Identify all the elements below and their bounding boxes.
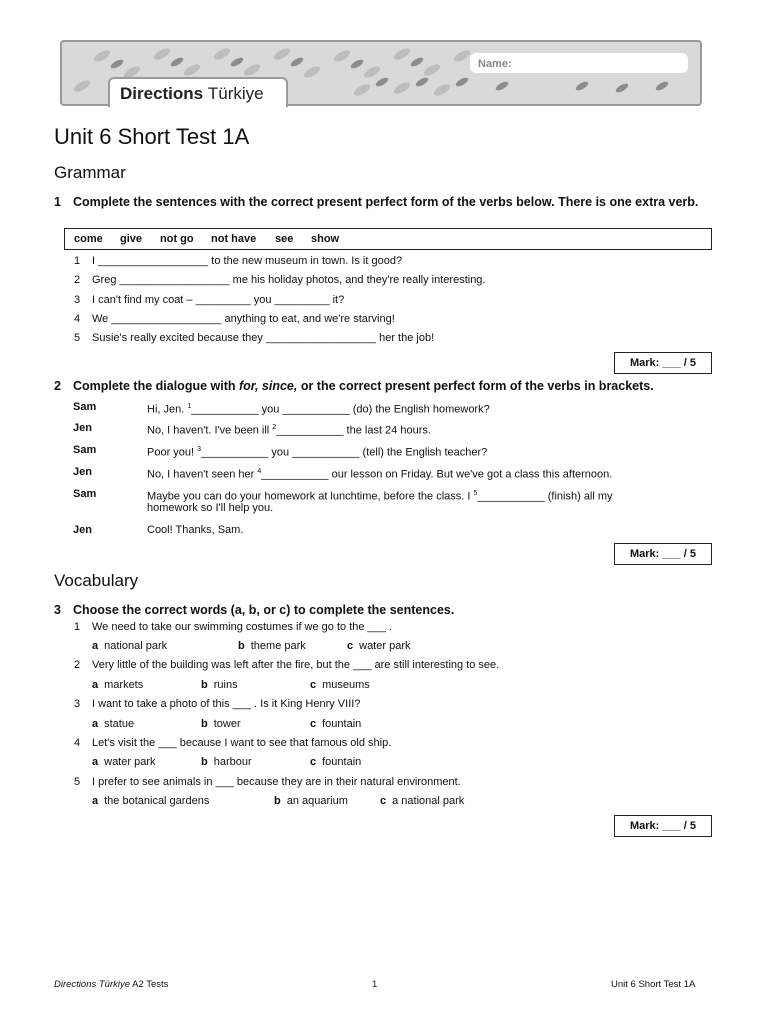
q2-instruction-em: for, since, bbox=[238, 379, 298, 393]
footer-left bbox=[54, 979, 168, 990]
dialogue-line: Cool! Thanks, Sam. bbox=[147, 524, 244, 536]
q3-option[interactable] bbox=[92, 718, 134, 730]
q1-item-number: 1 bbox=[74, 255, 81, 267]
q3-item-text: I want to take a photo of this ___ . Is it King Henry VIII? bbox=[92, 698, 361, 710]
dialogue-line bbox=[147, 443, 707, 460]
option-letter: c bbox=[347, 640, 354, 652]
word-box-item: come bbox=[74, 233, 103, 245]
brand-light: Türkiye bbox=[207, 84, 264, 103]
option-text: water park bbox=[359, 640, 411, 652]
dialogue-line-continued: homework so I'll help you. bbox=[147, 502, 274, 514]
option-text: ruins bbox=[213, 679, 238, 691]
option-letter: a bbox=[92, 795, 99, 807]
option-letter: c bbox=[310, 679, 317, 691]
q2-instruction-pre: Complete the dialogue with bbox=[73, 379, 239, 393]
q3-item-text: Let's visit the ___ because I want to see that famous old ship. bbox=[92, 737, 392, 749]
q3-option[interactable] bbox=[274, 795, 348, 807]
q3-option[interactable] bbox=[310, 718, 361, 730]
option-text: water park bbox=[104, 756, 156, 768]
q3-option[interactable] bbox=[380, 795, 464, 807]
q3-option[interactable] bbox=[201, 718, 241, 730]
dialogue-text: ___________ our lesson on Friday. But we've got a class this afternoon. bbox=[261, 468, 613, 481]
dialogue-text: No, I haven't seen her bbox=[147, 468, 258, 481]
dialogue-text: No, I haven't. I've been ill bbox=[147, 424, 273, 437]
q1-instruction: Complete the sentences with the correct present perfect form of the verbs below. There is one extra verb. bbox=[73, 195, 699, 209]
page-title: Unit 6 Short Test 1A bbox=[54, 124, 250, 149]
q1-item-number: 2 bbox=[74, 274, 81, 286]
option-letter: b bbox=[238, 640, 245, 652]
q1-item-text: Susie's really excited because they __________________ her the job! bbox=[92, 332, 435, 344]
dialogue-line bbox=[147, 465, 707, 482]
option-text: an aquarium bbox=[286, 795, 348, 807]
dialogue-speaker: Sam bbox=[73, 444, 97, 456]
option-letter: c bbox=[310, 718, 317, 730]
option-letter: c bbox=[380, 795, 387, 807]
option-text: tower bbox=[213, 718, 241, 730]
dialogue-text: Hi, Jen. bbox=[147, 403, 188, 416]
q1-item-number: 4 bbox=[74, 313, 81, 325]
option-text: fountain bbox=[322, 718, 362, 730]
option-letter: b bbox=[201, 756, 208, 768]
q1-number: 1 bbox=[54, 195, 61, 209]
word-box-item: show bbox=[311, 233, 340, 245]
q3-option[interactable] bbox=[92, 679, 143, 691]
option-letter: c bbox=[310, 756, 317, 768]
option-text: the botanical gardens bbox=[104, 795, 210, 807]
q3-option[interactable] bbox=[310, 679, 370, 691]
option-letter: a bbox=[92, 640, 99, 652]
dialogue-speaker: Sam bbox=[73, 401, 97, 413]
q3-option[interactable] bbox=[201, 679, 238, 691]
q3-item-number: 5 bbox=[74, 776, 81, 788]
q1-item-text: Greg __________________ me his holiday photos, and they're really interesting. bbox=[92, 274, 486, 286]
q1-item-number: 3 bbox=[74, 294, 81, 306]
gap-number: 4 bbox=[257, 468, 262, 475]
q3-option[interactable] bbox=[92, 795, 209, 807]
q3-item-number: 1 bbox=[74, 621, 81, 633]
q3-instruction: Choose the correct words (a, b, or c) to complete the sentences. bbox=[73, 603, 455, 617]
q2-instruction-post: or the correct present perfect form of the verbs in brackets. bbox=[297, 379, 654, 393]
option-letter: b bbox=[201, 718, 208, 730]
footer-series-level: A2 Tests bbox=[130, 979, 169, 990]
dialogue-speaker: Jen bbox=[73, 422, 92, 434]
option-letter: a bbox=[92, 718, 99, 730]
dialogue-text: ___________ you ___________ (do) the English homework? bbox=[191, 403, 490, 416]
option-letter: a bbox=[92, 756, 99, 768]
option-text: harbour bbox=[213, 756, 252, 768]
gap-number: 1 bbox=[187, 403, 192, 410]
word-box-item: give bbox=[120, 233, 143, 245]
q2-number: 2 bbox=[54, 379, 61, 393]
option-text: fountain bbox=[322, 756, 362, 768]
option-letter: b bbox=[201, 679, 208, 691]
brand-logo bbox=[120, 84, 264, 104]
footer-series-title: Directions Türkiye bbox=[54, 979, 131, 990]
q3-option[interactable] bbox=[310, 756, 361, 768]
grammar-heading: Grammar bbox=[54, 163, 126, 182]
dialogue-speaker: Sam bbox=[73, 488, 97, 500]
q1-mark-box: Mark: ___ / 5 bbox=[614, 352, 712, 374]
word-box-item: not have bbox=[211, 233, 257, 245]
option-letter: a bbox=[92, 679, 99, 691]
dialogue-text: Maybe you can do your homework at lunchtime, before the class. I bbox=[147, 490, 474, 503]
option-text: markets bbox=[104, 679, 144, 691]
q1-item-number: 5 bbox=[74, 332, 81, 344]
q3-option[interactable] bbox=[92, 640, 167, 652]
footer-right: Unit 6 Short Test 1A bbox=[611, 979, 696, 990]
q1-item-text: I __________________ to the new museum in town. Is it good? bbox=[92, 255, 403, 267]
q1-item-text: We __________________ anything to eat, and we're starving! bbox=[92, 313, 395, 325]
q2-instruction bbox=[73, 379, 713, 394]
option-text: a national park bbox=[392, 795, 465, 807]
name-label: Name: bbox=[478, 58, 512, 70]
word-box-item: not go bbox=[160, 233, 194, 245]
q2-mark-box: Mark: ___ / 5 bbox=[614, 543, 712, 565]
option-text: national park bbox=[104, 640, 168, 652]
q3-item-text: I prefer to see animals in ___ because they are in their natural environment. bbox=[92, 776, 461, 788]
q3-option[interactable] bbox=[347, 640, 410, 652]
q3-item-number: 2 bbox=[74, 659, 81, 671]
dialogue-line bbox=[147, 421, 707, 438]
q3-option[interactable] bbox=[201, 756, 252, 768]
dialogue-line bbox=[147, 400, 707, 417]
option-text: statue bbox=[104, 718, 135, 730]
word-box-item: see bbox=[275, 233, 294, 245]
brand-bold: Directions bbox=[120, 84, 204, 103]
dialogue-speaker: Jen bbox=[73, 524, 92, 536]
option-letter: b bbox=[274, 795, 281, 807]
q3-item-number: 3 bbox=[74, 698, 81, 710]
option-text: museums bbox=[322, 679, 370, 691]
vocabulary-heading: Vocabulary bbox=[54, 571, 139, 590]
q3-option[interactable] bbox=[238, 640, 306, 652]
q3-option[interactable] bbox=[92, 756, 155, 768]
dialogue-text: ___________ (finish) all my bbox=[477, 490, 613, 503]
gap-number: 3 bbox=[197, 446, 202, 453]
page-number: 1 bbox=[372, 979, 378, 990]
q1-item-text: I can't find my coat – _________ you _________ it? bbox=[92, 294, 345, 306]
q3-mark-box: Mark: ___ / 5 bbox=[614, 815, 712, 837]
q3-item-text: We need to take our swimming costumes if we go to the ___ . bbox=[92, 621, 393, 633]
dialogue-text: ___________ you ___________ (tell) the English teacher? bbox=[201, 446, 488, 459]
q3-item-text: Very little of the building was left after the fire, but the ___ are still interesting to see. bbox=[92, 659, 500, 671]
dialogue-text: Poor you! bbox=[147, 446, 198, 459]
gap-number: 2 bbox=[272, 424, 277, 431]
gap-number: 5 bbox=[473, 490, 478, 497]
dialogue-text: ___________ the last 24 hours. bbox=[276, 424, 431, 437]
q3-item-number: 4 bbox=[74, 737, 81, 749]
word-box bbox=[64, 228, 712, 250]
option-text: theme park bbox=[250, 640, 306, 652]
q3-number: 3 bbox=[54, 603, 61, 617]
dialogue-speaker: Jen bbox=[73, 466, 92, 478]
